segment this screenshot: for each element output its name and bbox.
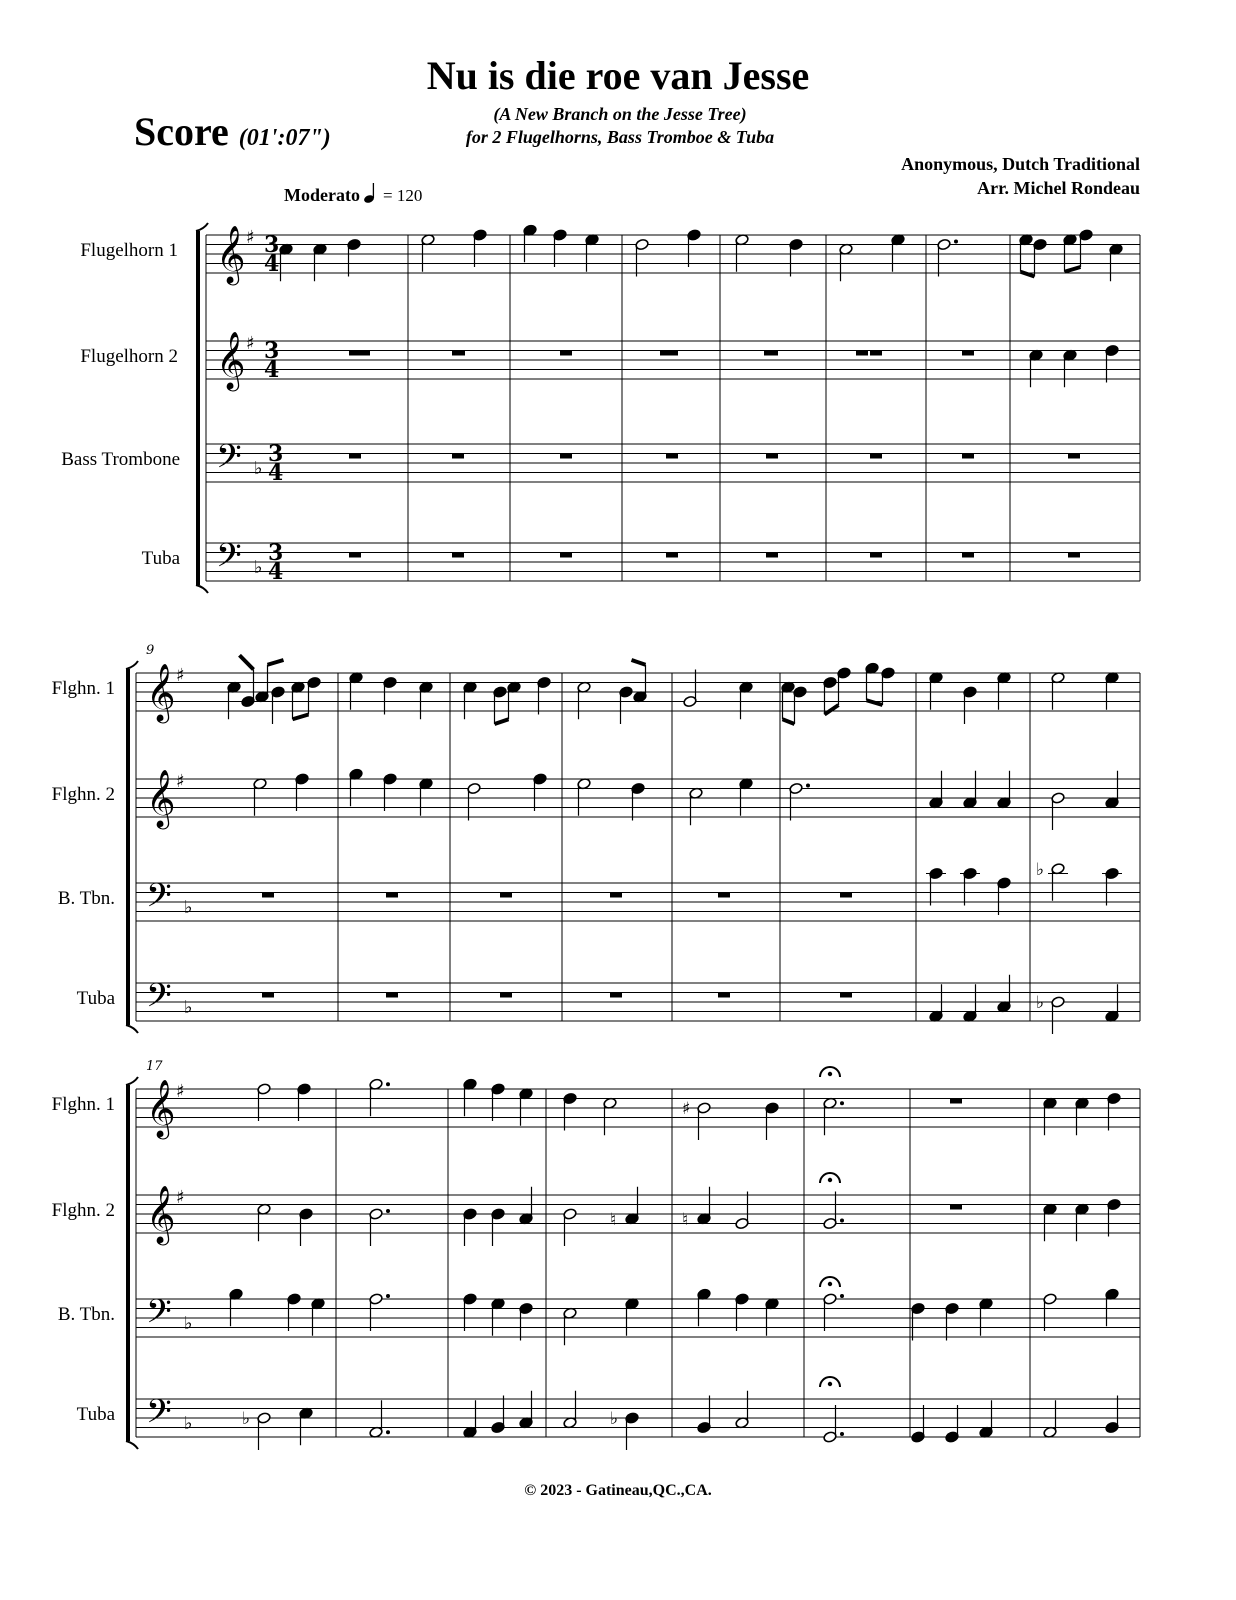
whole-rest: [666, 454, 678, 459]
treble-clef-icon: 𝄞: [216, 331, 246, 389]
bass-clef-icon: 𝄢: [146, 877, 172, 923]
treble-clef-icon: 𝄞: [146, 663, 176, 721]
accidental-icon: ♭: [1036, 993, 1045, 1013]
whole-rest: [856, 351, 868, 356]
key-flat-icon: ♭: [254, 557, 263, 578]
instrument-label-bass-trombone: Bass Trombone: [61, 449, 180, 470]
bracket-hook: [196, 585, 208, 593]
whole-rest: [870, 553, 882, 558]
whole-rest: [666, 351, 678, 356]
instrument-label-flugelhorn-2: Flugelhorn 2: [80, 346, 178, 367]
whole-rest: [262, 893, 274, 898]
whole-rest: [766, 454, 778, 459]
note-beam: [1065, 267, 1081, 272]
note-dot: [840, 1432, 844, 1436]
subtitle-line-2: for 2 Flugelhorns, Bass Tromboe & Tuba: [465, 127, 775, 147]
treble-clef-icon: 𝄞: [146, 769, 176, 827]
arranger-credit: Arr. Michel Rondeau: [977, 178, 1140, 198]
whole-rest: [349, 351, 361, 356]
staff: [136, 1089, 1140, 1127]
whole-rest: [840, 893, 852, 898]
bass-clef-icon: 𝄢: [146, 1293, 172, 1339]
bracket-hook: [126, 1077, 138, 1085]
key-flat-icon: ♭: [254, 458, 263, 479]
note-beam: [268, 660, 284, 665]
bass-clef-icon: 𝄢: [216, 537, 242, 583]
key-flat-icon: ♭: [184, 897, 193, 918]
score-title: Nu is die roe van Jesse: [426, 53, 810, 98]
whole-rest: [870, 351, 882, 356]
time-signature-top: 3: [268, 540, 284, 566]
fermata-dot: [828, 1072, 832, 1076]
key-flat-icon: ♭: [184, 1413, 193, 1434]
whole-rest: [1068, 454, 1080, 459]
note-dot: [386, 1209, 390, 1213]
instrument-label-flugelhorn-1: Flugelhorn 1: [80, 240, 178, 261]
accidental-icon: ♭: [242, 1409, 251, 1429]
time-signature-top: 3: [268, 441, 284, 467]
whole-rest: [1068, 553, 1080, 558]
note-dot: [840, 1294, 844, 1298]
whole-rest: [962, 553, 974, 558]
instrument-label-flghn-2: Flghn. 2: [51, 784, 115, 805]
fermata-dot: [828, 1382, 832, 1386]
whole-rest: [962, 454, 974, 459]
note-beam: [783, 719, 795, 724]
instrument-label-tuba: Tuba: [141, 548, 180, 569]
note-dot: [806, 784, 810, 788]
whole-rest: [718, 893, 730, 898]
bracket-hook: [196, 223, 208, 231]
whole-rest: [386, 893, 398, 898]
key-sharp-icon: ♯: [176, 1081, 185, 1102]
measure-number: 17: [146, 1059, 163, 1074]
staff: [206, 341, 1140, 379]
note-beam: [293, 715, 309, 720]
whole-rest: [610, 893, 622, 898]
whole-rest: [610, 993, 622, 998]
note-beam: [825, 705, 839, 715]
time-signature-top: 3: [264, 338, 280, 364]
note-beam: [867, 700, 883, 705]
whole-rest: [666, 553, 678, 558]
staff: [206, 444, 1140, 482]
time-signature-bottom: 4: [268, 460, 284, 486]
whole-rest: [500, 893, 512, 898]
instrument-label-tuba-short: Tuba: [76, 988, 115, 1009]
whole-rest: [349, 553, 361, 558]
instrument-label-flghn-1-s3: Flghn. 1: [51, 1094, 115, 1115]
note-dot: [386, 1294, 390, 1298]
time-signature-bottom: 4: [264, 251, 280, 277]
note-dot: [840, 1219, 844, 1223]
whole-rest: [262, 993, 274, 998]
accidental-icon: ♮: [610, 1209, 617, 1230]
time-signature-bottom: 4: [268, 559, 284, 585]
whole-rest: [500, 993, 512, 998]
key-sharp-icon: ♯: [176, 665, 185, 686]
measure-number: 9: [146, 643, 155, 658]
whole-rest: [452, 454, 464, 459]
key-sharp-icon: ♯: [176, 1187, 185, 1208]
whole-rest: [870, 454, 882, 459]
whole-rest: [452, 553, 464, 558]
fermata-dot: [828, 1282, 832, 1286]
bracket-hook: [126, 1441, 138, 1449]
bracket-hook: [126, 661, 138, 669]
note-dot: [840, 1101, 844, 1105]
accidental-icon: ♯: [682, 1099, 691, 1119]
accidental-icon: ♮: [682, 1209, 689, 1230]
tempo-word: Moderato: [284, 185, 360, 205]
note-beam: [632, 660, 646, 665]
note-dot: [954, 240, 958, 244]
key-sharp-icon: ♯: [176, 771, 185, 792]
accidental-icon: ♭: [610, 1409, 619, 1429]
whole-rest: [386, 993, 398, 998]
staff: [136, 983, 1140, 1021]
key-sharp-icon: ♯: [246, 227, 255, 248]
composer-credit: Anonymous, Dutch Traditional: [901, 154, 1140, 174]
instrument-label-b-tbn-s3: B. Tbn.: [57, 1304, 115, 1325]
whole-rest: [452, 351, 464, 356]
whole-rest: [766, 351, 778, 356]
whole-rest: [349, 454, 361, 459]
staff: [206, 235, 1140, 273]
fermata-dot: [828, 1178, 832, 1182]
bracket-hook: [126, 1025, 138, 1033]
treble-clef-icon: 𝄞: [216, 225, 246, 283]
note-beam: [1021, 272, 1035, 277]
whole-rest: [560, 351, 572, 356]
key-flat-icon: ♭: [184, 1313, 193, 1334]
treble-clef-icon: 𝄞: [146, 1079, 176, 1137]
instrument-label-flghn-2-s3: Flghn. 2: [51, 1200, 115, 1221]
treble-clef-icon: 𝄞: [146, 1185, 176, 1243]
note-beam: [240, 655, 254, 669]
instrument-label-flghn-1: Flghn. 1: [51, 678, 115, 699]
subtitle-line-1: (A New Branch on the Jesse Tree): [493, 104, 747, 124]
note-dot: [386, 1082, 390, 1086]
staff: [136, 883, 1140, 921]
whole-rest: [766, 553, 778, 558]
score-duration: (01':07"): [238, 125, 331, 151]
score-word: Score: [134, 109, 229, 154]
whole-rest: [560, 553, 572, 558]
note-beam: [495, 719, 509, 724]
time-signature-bottom: 4: [264, 357, 280, 383]
time-signature-top: 3: [264, 232, 280, 258]
accidental-icon: ♭: [1036, 859, 1045, 880]
whole-rest: [718, 993, 730, 998]
whole-rest: [950, 1205, 962, 1210]
note-dot: [386, 1430, 390, 1434]
bass-clef-icon: 𝄢: [146, 1393, 172, 1439]
bass-clef-icon: 𝄢: [146, 977, 172, 1023]
key-sharp-icon: ♯: [246, 333, 255, 354]
whole-rest: [962, 351, 974, 356]
instrument-label-tuba-s3: Tuba: [76, 1404, 115, 1425]
whole-rest: [840, 993, 852, 998]
whole-rest: [560, 454, 572, 459]
instrument-label-b-tbn: B. Tbn.: [57, 888, 115, 909]
key-flat-icon: ♭: [184, 997, 193, 1018]
whole-rest: [950, 1099, 962, 1104]
staff: [206, 543, 1140, 581]
tempo-bpm: = 120: [382, 186, 423, 205]
copyright-footer: © 2023 - Gatineau,QC.,CA.: [524, 1482, 712, 1499]
bass-clef-icon: 𝄢: [216, 438, 242, 484]
